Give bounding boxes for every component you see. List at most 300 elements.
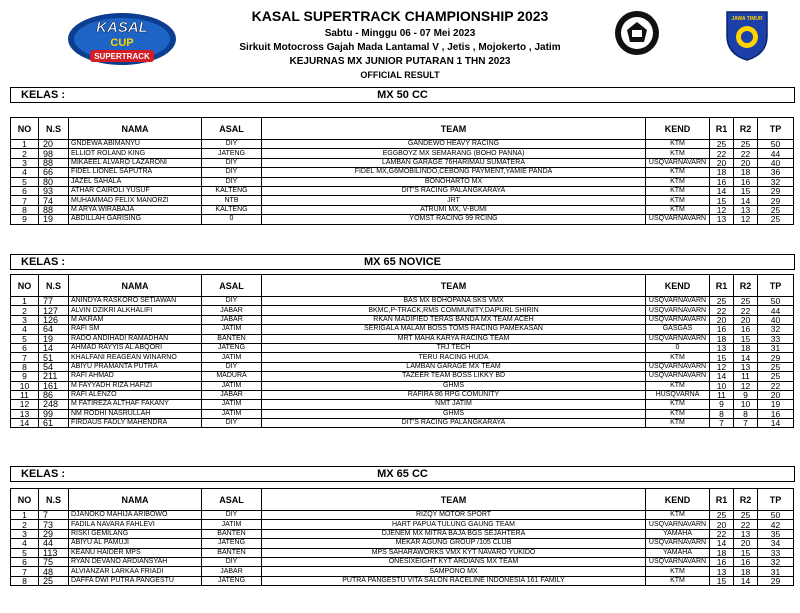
cell-ns: 77 bbox=[39, 297, 69, 306]
table-row bbox=[11, 511, 794, 520]
cell-r1: 16 bbox=[710, 177, 734, 186]
cell-kend: YAMAHA bbox=[646, 548, 710, 557]
cell-r2: 12 bbox=[734, 215, 758, 224]
cell-asal: JABAR bbox=[202, 567, 262, 576]
cell-nama: ALVIANZAR LARKAA FRIADI bbox=[69, 567, 202, 576]
col-header-asal: ASAL bbox=[202, 275, 262, 297]
cell-asal: JATIM bbox=[202, 381, 262, 390]
cell-r1: 14 bbox=[710, 539, 734, 548]
cell-tp: 25 bbox=[758, 205, 794, 214]
cell-no: 10 bbox=[11, 381, 39, 390]
cell-team: RAFIRA 86 RPG COMUNITY bbox=[262, 390, 646, 399]
table-row bbox=[11, 168, 794, 177]
cell-ns: 127 bbox=[39, 306, 69, 315]
cell-r2: 20 bbox=[734, 539, 758, 548]
class-name: MX 65 CC bbox=[377, 468, 428, 480]
cell-r1: 20 bbox=[710, 520, 734, 529]
cell-nama: RADO ANDIHADI RAMADHAN bbox=[69, 334, 202, 343]
cell-r1: 13 bbox=[710, 567, 734, 576]
cell-tp: 44 bbox=[758, 306, 794, 315]
svg-text:SUPERTRACK: SUPERTRACK bbox=[94, 52, 150, 61]
cell-team: ONESIXEIGHT KYT ARDIANS MX TEAM bbox=[262, 557, 646, 566]
cell-nama: ABIYU AL PAMUJI bbox=[69, 539, 202, 548]
cell-no: 9 bbox=[11, 372, 39, 381]
cell-asal: DIY bbox=[202, 158, 262, 167]
cell-kend: USQVARNAVARN bbox=[646, 306, 710, 315]
table-row bbox=[11, 353, 794, 362]
cell-kend: KTM bbox=[646, 400, 710, 409]
cell-team: TERU RACING HUDA bbox=[262, 353, 646, 362]
cell-asal: DIY bbox=[202, 297, 262, 306]
table-header-row bbox=[11, 275, 794, 297]
col-header-r2: R2 bbox=[734, 275, 758, 297]
cell-ns: 211 bbox=[39, 372, 69, 381]
cell-team: YOMST RACING 99 RCING bbox=[262, 215, 646, 224]
cell-team: GHMS bbox=[262, 409, 646, 418]
cell-r2: 16 bbox=[734, 325, 758, 334]
cell-no: 6 bbox=[11, 343, 39, 352]
cell-nama: KHALFANI REAGEAN WINARNO bbox=[69, 353, 202, 362]
cell-ns: 54 bbox=[39, 362, 69, 371]
cell-team: TRJ TECH bbox=[262, 343, 646, 352]
table-row bbox=[11, 177, 794, 186]
cell-r1: 13 bbox=[710, 215, 734, 224]
cell-asal: JATIM bbox=[202, 325, 262, 334]
cell-ns: 161 bbox=[39, 381, 69, 390]
cell-ns: 93 bbox=[39, 186, 69, 195]
cell-tp: 50 bbox=[758, 297, 794, 306]
cell-asal: KALTENG bbox=[202, 186, 262, 195]
cell-r2: 20 bbox=[734, 315, 758, 324]
col-header-team: TEAM bbox=[262, 489, 646, 511]
cell-no: 8 bbox=[11, 576, 39, 585]
cell-ns: 74 bbox=[39, 196, 69, 205]
col-header-nama: NAMA bbox=[69, 118, 202, 140]
cell-r1: 20 bbox=[710, 158, 734, 167]
cell-nama: M AKRAM bbox=[69, 315, 202, 324]
event-date: Sabtu - Minggu 06 - 07 Mei 2023 bbox=[324, 28, 476, 39]
col-header-ns: N.S bbox=[39, 489, 69, 511]
cell-kend: KTM bbox=[646, 381, 710, 390]
cell-team: BAS MX BOHOPANA SKS VMX bbox=[262, 297, 646, 306]
col-header-r1: R1 bbox=[710, 489, 734, 511]
col-header-r2: R2 bbox=[734, 489, 758, 511]
cell-r2: 25 bbox=[734, 511, 758, 520]
cell-no: 2 bbox=[11, 306, 39, 315]
cell-kend: USQVARNAVARN bbox=[646, 215, 710, 224]
cell-tp: 34 bbox=[758, 539, 794, 548]
col-header-tp: TP bbox=[758, 489, 794, 511]
cell-tp: 50 bbox=[758, 140, 794, 149]
cell-r1: 18 bbox=[710, 168, 734, 177]
table-row bbox=[11, 196, 794, 205]
cell-tp: 32 bbox=[758, 177, 794, 186]
results-table-mx65-novice bbox=[10, 274, 794, 428]
table-row bbox=[11, 400, 794, 409]
cell-nama: RYAN DEVANO ARDIANSYAH bbox=[69, 557, 202, 566]
cell-asal: BANTEN bbox=[202, 529, 262, 538]
event-series: KEJURNAS MX JUNIOR PUTARAN 1 THN 2023 bbox=[289, 56, 511, 67]
cell-r2: 12 bbox=[734, 381, 758, 390]
cell-ns: 20 bbox=[39, 140, 69, 149]
class-bar-mx50 bbox=[10, 87, 795, 103]
cell-kend: KTM bbox=[646, 140, 710, 149]
table-row bbox=[11, 409, 794, 418]
cell-nama: M FAYYADH RIZA HAFIZI bbox=[69, 381, 202, 390]
table-row bbox=[11, 158, 794, 167]
cell-kend: 0 bbox=[646, 343, 710, 352]
cell-nama: DAFFA DWI PUTRA PANGESTU bbox=[69, 576, 202, 585]
cell-tp: 40 bbox=[758, 158, 794, 167]
cell-no: 6 bbox=[11, 186, 39, 195]
cell-ns: 98 bbox=[39, 149, 69, 158]
table-row bbox=[11, 529, 794, 538]
cell-tp: 29 bbox=[758, 353, 794, 362]
cell-team: NMT JATIM bbox=[262, 400, 646, 409]
class-name: MX 65 NOVICE bbox=[363, 256, 442, 268]
table-row bbox=[11, 567, 794, 576]
cell-ns: 14 bbox=[39, 343, 69, 352]
cell-kend: USQVARNAVARN bbox=[646, 362, 710, 371]
cell-tp: 32 bbox=[758, 557, 794, 566]
table-row bbox=[11, 140, 794, 149]
cell-tp: 19 bbox=[758, 400, 794, 409]
cell-kend: GASGAS bbox=[646, 325, 710, 334]
cell-nama: M ARYA WIRABAJA bbox=[69, 205, 202, 214]
cell-kend: KTM bbox=[646, 419, 710, 428]
cell-ns: 75 bbox=[39, 557, 69, 566]
cell-team: FIDEL MX,G6MOBILINDO,CEBONG PAYMENT,YAMIE PANDA bbox=[262, 168, 646, 177]
cell-kend: USQVARNAVARN bbox=[646, 372, 710, 381]
col-header-team: TEAM bbox=[262, 275, 646, 297]
cell-tp: 32 bbox=[758, 325, 794, 334]
cell-tp: 31 bbox=[758, 343, 794, 352]
table-row bbox=[11, 381, 794, 390]
cell-nama: M FATIREZA ALTHAF FAKANY bbox=[69, 400, 202, 409]
jawa-timur-shield-logo bbox=[723, 6, 771, 62]
table-row bbox=[11, 186, 794, 195]
class-bar-mx65-cc bbox=[10, 466, 795, 482]
col-header-asal: ASAL bbox=[202, 118, 262, 140]
cell-r1: 15 bbox=[710, 196, 734, 205]
cell-r2: 14 bbox=[734, 576, 758, 585]
cell-no: 9 bbox=[11, 215, 39, 224]
cell-r2: 22 bbox=[734, 520, 758, 529]
cell-ns: 113 bbox=[39, 548, 69, 557]
class-label: KELAS : bbox=[21, 468, 65, 480]
cell-kend: USQVARNAVARN bbox=[646, 557, 710, 566]
cell-team: LAMBAN GARAGE MX TEAM bbox=[262, 362, 646, 371]
cell-kend: KTM bbox=[646, 353, 710, 362]
cell-ns: 88 bbox=[39, 205, 69, 214]
cell-r2: 13 bbox=[734, 529, 758, 538]
cell-tp: 29 bbox=[758, 196, 794, 205]
cell-r1: 25 bbox=[710, 297, 734, 306]
cell-r2: 13 bbox=[734, 205, 758, 214]
cell-tp: 31 bbox=[758, 567, 794, 576]
cell-no: 13 bbox=[11, 409, 39, 418]
cell-asal: JATIM bbox=[202, 400, 262, 409]
cell-asal: DIY bbox=[202, 168, 262, 177]
cell-asal: KALTENG bbox=[202, 205, 262, 214]
cell-no: 8 bbox=[11, 205, 39, 214]
table-row bbox=[11, 548, 794, 557]
cell-no: 4 bbox=[11, 539, 39, 548]
cell-ns: 248 bbox=[39, 400, 69, 409]
cell-team: LAMBAN GARAGE 76HARIMAU SUMATERA bbox=[262, 158, 646, 167]
cell-nama: RAFI SM bbox=[69, 325, 202, 334]
class-name: MX 50 CC bbox=[377, 89, 428, 101]
cell-team: RKAN MADIFIED TERAS BANDA MX TEAM ACEH bbox=[262, 315, 646, 324]
cell-nama: JAZEL SAHALA bbox=[69, 177, 202, 186]
cell-nama: RAFI ALENZO bbox=[69, 390, 202, 399]
cell-asal: DIY bbox=[202, 511, 262, 520]
cell-no: 2 bbox=[11, 149, 39, 158]
col-header-asal: ASAL bbox=[202, 489, 262, 511]
cell-no: 5 bbox=[11, 334, 39, 343]
cell-kend: HUSQVARNA bbox=[646, 390, 710, 399]
class-label: KELAS : bbox=[21, 89, 65, 101]
col-header-ns: N.S bbox=[39, 275, 69, 297]
results-table-mx65-cc bbox=[10, 488, 794, 586]
cell-tp: 33 bbox=[758, 548, 794, 557]
cell-team: PUTRA PANGESTU VITA SALON RACELINE INDONESIA 161 FAMILY bbox=[262, 576, 646, 585]
cell-team: MRT MAHA KARYA RACING TEAM bbox=[262, 334, 646, 343]
cell-kend: USQVARNAVARN bbox=[646, 334, 710, 343]
cell-team: MPS SAHARAWORKS VMX KYT NAVARO YUKIDO bbox=[262, 548, 646, 557]
cell-kend: KTM bbox=[646, 168, 710, 177]
cell-r1: 18 bbox=[710, 334, 734, 343]
cell-r2: 11 bbox=[734, 372, 758, 381]
cell-r2: 22 bbox=[734, 149, 758, 158]
table-row bbox=[11, 520, 794, 529]
cell-no: 12 bbox=[11, 400, 39, 409]
cell-nama: MIKAEEL ALVARO LAZARONI bbox=[69, 158, 202, 167]
cell-tp: 20 bbox=[758, 390, 794, 399]
col-header-r1: R1 bbox=[710, 275, 734, 297]
cell-ns: 86 bbox=[39, 390, 69, 399]
cell-nama: KEANU HAIDER MPS bbox=[69, 548, 202, 557]
cell-r1: 12 bbox=[710, 205, 734, 214]
cell-r1: 16 bbox=[710, 557, 734, 566]
cell-r2: 15 bbox=[734, 334, 758, 343]
cell-kend: USQVARNAVARN bbox=[646, 297, 710, 306]
cell-nama: ELLIOT ROLAND KING bbox=[69, 149, 202, 158]
cell-kend: USQVARNAVARN bbox=[646, 158, 710, 167]
col-header-r1: R1 bbox=[710, 118, 734, 140]
cell-ns: 51 bbox=[39, 353, 69, 362]
table-row bbox=[11, 372, 794, 381]
cell-nama: ALVIN DZIKRI ALKHALIFI bbox=[69, 306, 202, 315]
cell-ns: 64 bbox=[39, 325, 69, 334]
cell-r1: 13 bbox=[710, 343, 734, 352]
cell-asal: MADURA bbox=[202, 372, 262, 381]
cell-no: 5 bbox=[11, 177, 39, 186]
cell-tp: 50 bbox=[758, 511, 794, 520]
table-row bbox=[11, 390, 794, 399]
cell-nama: RAFI AHMAD bbox=[69, 372, 202, 381]
cell-no: 1 bbox=[11, 140, 39, 149]
class-label: KELAS : bbox=[21, 256, 65, 268]
cell-team: BONOHARTO MX bbox=[262, 177, 646, 186]
cell-nama: RISKI GEMILANG bbox=[69, 529, 202, 538]
table-row bbox=[11, 334, 794, 343]
cell-team: SERIGALA MALAM BOSS TOMS RACING PAMEKASAN bbox=[262, 325, 646, 334]
cell-r2: 16 bbox=[734, 557, 758, 566]
cell-ns: 73 bbox=[39, 520, 69, 529]
cell-team: BKMC,P-TRACK,RMS COMMUNITY,DAPURL SHIRIN bbox=[262, 306, 646, 315]
cell-r2: 14 bbox=[734, 196, 758, 205]
cell-r1: 15 bbox=[710, 353, 734, 362]
cell-asal: DIY bbox=[202, 557, 262, 566]
cell-r1: 7 bbox=[710, 419, 734, 428]
cell-team: GHMS bbox=[262, 381, 646, 390]
cell-ns: 29 bbox=[39, 529, 69, 538]
col-header-no: NO bbox=[11, 118, 39, 140]
cell-asal: BANTEN bbox=[202, 334, 262, 343]
col-header-kend: KEND bbox=[646, 489, 710, 511]
imi-circle-logo bbox=[614, 10, 660, 56]
col-header-ns: N.S bbox=[39, 118, 69, 140]
cell-ns: 19 bbox=[39, 215, 69, 224]
cell-asal: BANTEN bbox=[202, 548, 262, 557]
cell-tp: 35 bbox=[758, 529, 794, 538]
cell-no: 1 bbox=[11, 297, 39, 306]
cell-no: 1 bbox=[11, 511, 39, 520]
cell-r2: 15 bbox=[734, 186, 758, 195]
cell-asal: NTB bbox=[202, 196, 262, 205]
results-table-mx50 bbox=[10, 117, 794, 225]
cell-asal: JABAR bbox=[202, 306, 262, 315]
cell-team: MEKAR AGUNG GROUP /105 CLUB bbox=[262, 539, 646, 548]
cell-asal: JATENG bbox=[202, 576, 262, 585]
cell-nama: ABDILLAH GARISING bbox=[69, 215, 202, 224]
cell-team: JRT bbox=[262, 196, 646, 205]
championship-title: KASAL SUPERTRACK CHAMPIONSHIP 2023 bbox=[251, 8, 549, 24]
cell-tp: 29 bbox=[758, 186, 794, 195]
cell-r1: 14 bbox=[710, 186, 734, 195]
table-row bbox=[11, 325, 794, 334]
table-header-row bbox=[11, 118, 794, 140]
svg-text:KASAL: KASAL bbox=[96, 19, 148, 36]
cell-r1: 18 bbox=[710, 548, 734, 557]
cell-team: DIT'S RACING PALANGKARAYA bbox=[262, 419, 646, 428]
table-row bbox=[11, 576, 794, 585]
cell-team: HART PAPUA TULUNG GAUNG TEAM bbox=[262, 520, 646, 529]
cell-team: SAMPONO MX bbox=[262, 567, 646, 576]
cell-asal: DIY bbox=[202, 362, 262, 371]
col-header-no: NO bbox=[11, 489, 39, 511]
cell-tp: 40 bbox=[758, 315, 794, 324]
cell-r1: 12 bbox=[710, 362, 734, 371]
cell-r1: 25 bbox=[710, 140, 734, 149]
results-header bbox=[0, 0, 800, 86]
cell-kend: KTM bbox=[646, 196, 710, 205]
cell-no: 7 bbox=[11, 353, 39, 362]
cell-kend: KTM bbox=[646, 186, 710, 195]
cell-ns: 19 bbox=[39, 334, 69, 343]
cell-r2: 18 bbox=[734, 567, 758, 576]
cell-asal: DIY bbox=[202, 140, 262, 149]
cell-r1: 25 bbox=[710, 511, 734, 520]
cell-no: 7 bbox=[11, 196, 39, 205]
table-row bbox=[11, 362, 794, 371]
cell-kend: USQVARNAVARN bbox=[646, 520, 710, 529]
cell-nama: AHMAD RAYYIS AL ABQORI bbox=[69, 343, 202, 352]
table-row bbox=[11, 306, 794, 315]
svg-text:JAWA TIMUR: JAWA TIMUR bbox=[731, 16, 763, 22]
cell-r1: 9 bbox=[710, 400, 734, 409]
cell-r1: 22 bbox=[710, 529, 734, 538]
cell-r2: 18 bbox=[734, 168, 758, 177]
cell-team: DIT'S RACING PALANGKARAYA bbox=[262, 186, 646, 195]
table-row bbox=[11, 205, 794, 214]
cell-tp: 16 bbox=[758, 409, 794, 418]
cell-asal: JATIM bbox=[202, 353, 262, 362]
table-row bbox=[11, 297, 794, 306]
cell-r1: 10 bbox=[710, 381, 734, 390]
cell-tp: 25 bbox=[758, 215, 794, 224]
col-header-team: TEAM bbox=[262, 118, 646, 140]
cell-r1: 16 bbox=[710, 325, 734, 334]
col-header-kend: KEND bbox=[646, 118, 710, 140]
cell-no: 11 bbox=[11, 390, 39, 399]
cell-ns: 61 bbox=[39, 419, 69, 428]
cell-tp: 22 bbox=[758, 381, 794, 390]
cell-team: RIZQY MOTOR SPORT bbox=[262, 511, 646, 520]
cell-r2: 16 bbox=[734, 177, 758, 186]
cell-ns: 25 bbox=[39, 576, 69, 585]
cell-ns: 48 bbox=[39, 567, 69, 576]
table-row bbox=[11, 315, 794, 324]
cell-r1: 11 bbox=[710, 390, 734, 399]
table-header-row bbox=[11, 489, 794, 511]
cell-kend: YAMAHA bbox=[646, 529, 710, 538]
cell-nama: FIDEL LIONEL SAPUTRA bbox=[69, 168, 202, 177]
cell-r2: 15 bbox=[734, 548, 758, 557]
cell-r1: 20 bbox=[710, 315, 734, 324]
cell-r1: 15 bbox=[710, 576, 734, 585]
cell-tp: 25 bbox=[758, 362, 794, 371]
cell-team: GANDEWO HEAVY RACING bbox=[262, 140, 646, 149]
cell-r2: 8 bbox=[734, 409, 758, 418]
cell-asal: JABAR bbox=[202, 390, 262, 399]
cell-kend: KTM bbox=[646, 149, 710, 158]
cell-asal: JATIM bbox=[202, 520, 262, 529]
event-venue: Sirkuit Motocross Gajah Mada Lantamal V , Jetis , Mojokerto , Jatim bbox=[239, 42, 561, 53]
cell-ns: 80 bbox=[39, 177, 69, 186]
cell-r2: 18 bbox=[734, 343, 758, 352]
col-header-r2: R2 bbox=[734, 118, 758, 140]
col-header-nama: NAMA bbox=[69, 275, 202, 297]
cell-asal: JABAR bbox=[202, 315, 262, 324]
cell-nama: MUHAMMAD FELIX MANORZI bbox=[69, 196, 202, 205]
cell-tp: 42 bbox=[758, 520, 794, 529]
col-header-nama: NAMA bbox=[69, 489, 202, 511]
cell-tp: 29 bbox=[758, 576, 794, 585]
cell-no: 5 bbox=[11, 548, 39, 557]
cell-nama: DJANOKO MAHIJA ARIBOWO bbox=[69, 511, 202, 520]
cell-no: 2 bbox=[11, 520, 39, 529]
cell-r2: 13 bbox=[734, 362, 758, 371]
cell-nama: ATHAR CAIROLI YUSUF bbox=[69, 186, 202, 195]
col-header-kend: KEND bbox=[646, 275, 710, 297]
cell-r1: 22 bbox=[710, 306, 734, 315]
cell-asal: 0 bbox=[202, 215, 262, 224]
cell-ns: 126 bbox=[39, 315, 69, 324]
cell-asal: JATENG bbox=[202, 539, 262, 548]
col-header-tp: TP bbox=[758, 118, 794, 140]
